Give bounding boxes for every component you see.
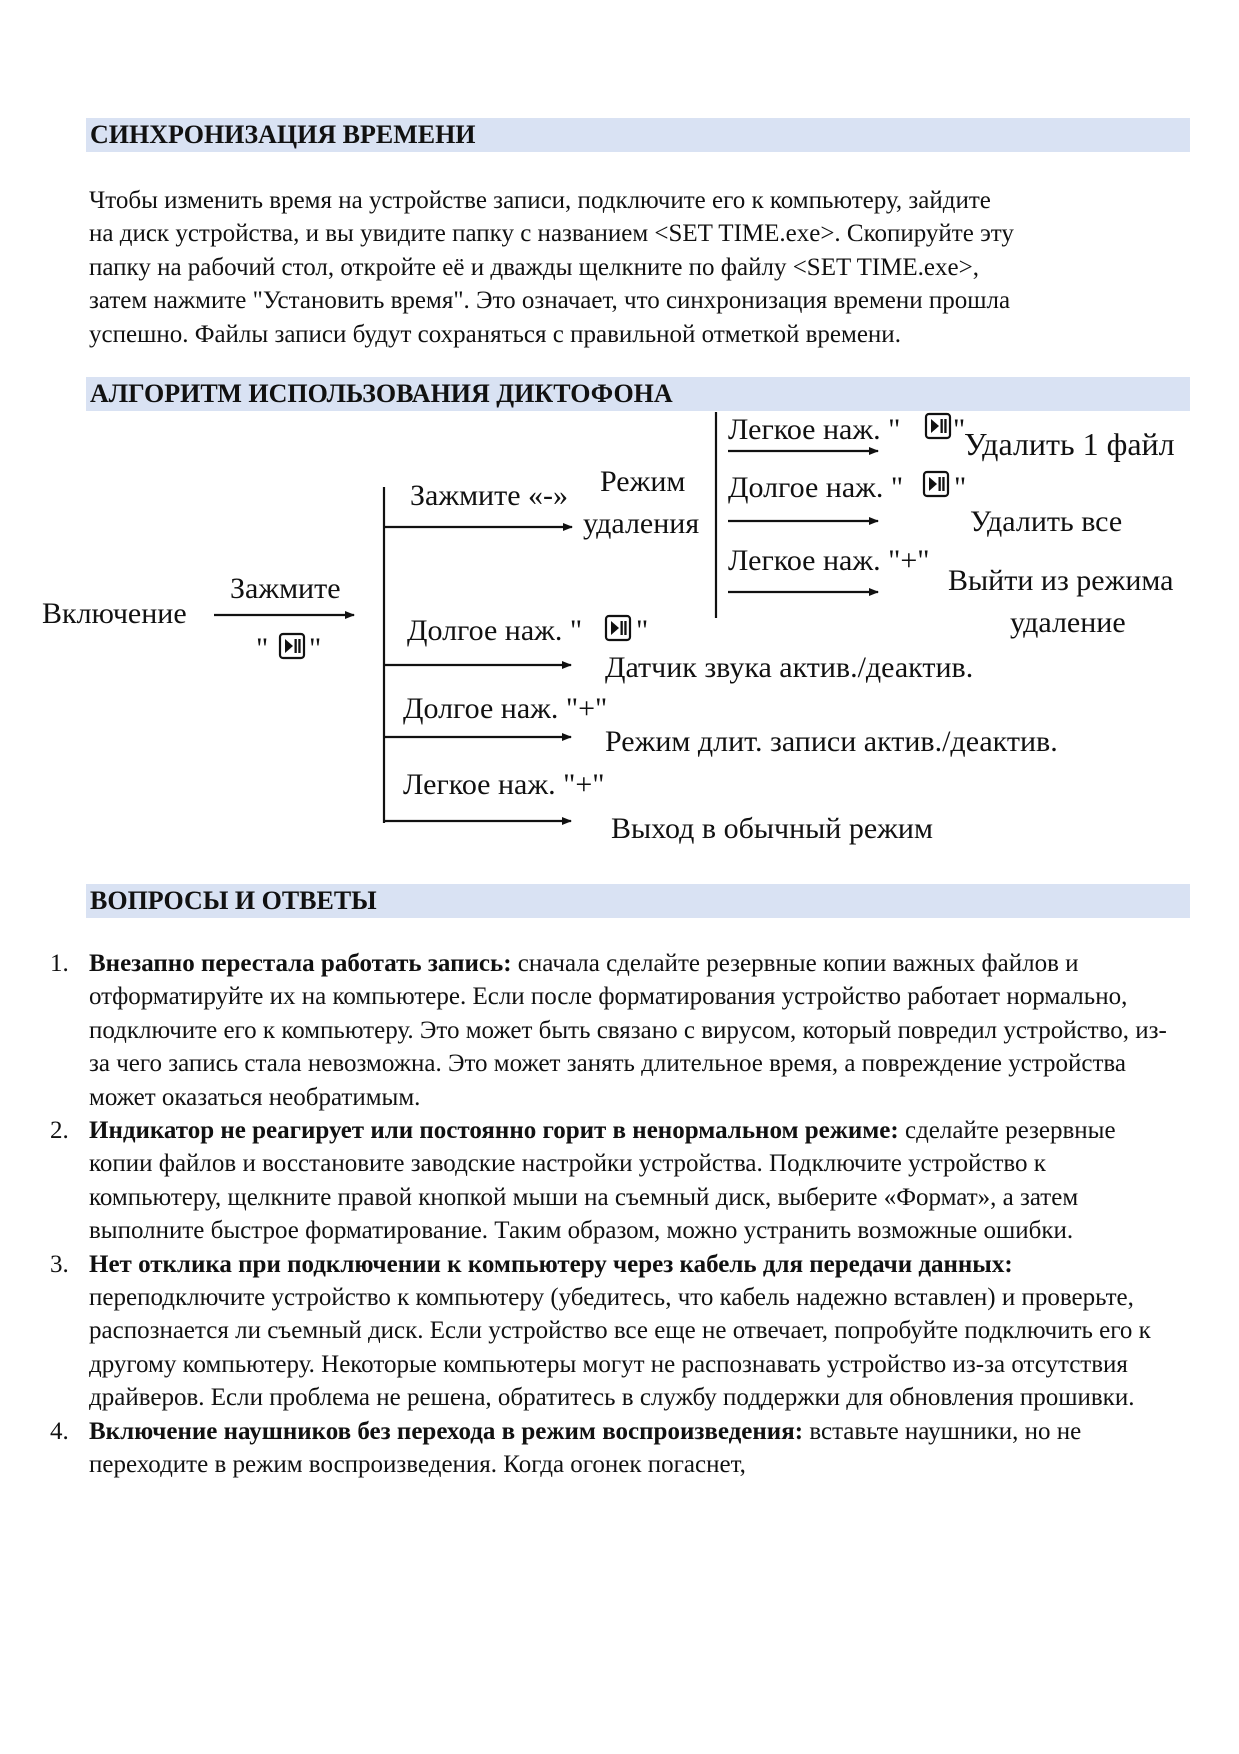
sync-line: затем нажмите "Установить время". Это означает, что синхронизация времени прошла [89, 287, 1011, 315]
delete-one-label: Удалить 1 файл [964, 426, 1175, 462]
long-press-play-label: Долгое наж. " [407, 614, 583, 647]
faq-item [0, 1248, 1169, 1415]
hold-quote-open: " [256, 632, 269, 665]
faq-answer: сначала сделайте резервные копии важных файлов и отформатируйте их на компьютере. Если после форматирования устройство работает нормально, подключите его к компьютеру. Это может быть связано с вирусом, который повредил устройство, из-за чего запись стала невозможна. Это может занять длительное время, а повреждение устройства может оказаться необратимым. [89, 950, 1167, 1111]
sync-line: папку на рабочий стол, откройте её и дважды щелкните по файлу <SET TIME.exe>, [89, 253, 979, 281]
faq-item [0, 1114, 1169, 1248]
delete-mode-label: Режим [600, 465, 686, 498]
del-long-press-label: Долгое наж. " [728, 471, 904, 504]
sync-line: Чтобы изменить время на устройстве записи, подключите его к компьютеру, зайдите [89, 187, 991, 214]
hold-label: Зажмите [230, 572, 341, 605]
section-heading-sync: СИНХРОНИЗАЦИЯ ВРЕМЕНИ [86, 118, 1190, 152]
faq-number: 1. [50, 950, 69, 977]
hold-quote-close: " [309, 632, 322, 665]
faq-question: Внезапно перестала работать запись: [89, 950, 512, 977]
play-pause-icon [924, 472, 948, 496]
faq-item [0, 947, 1169, 1114]
faq-number: 4. [50, 1417, 69, 1445]
faq-number: 3. [50, 1250, 69, 1278]
hold-minus-label: Зажмите «-» [410, 479, 569, 512]
short-press-plus-label: Легкое наж. "+" [403, 768, 605, 801]
play-pause-icon [606, 616, 630, 640]
faq-question: Индикатор не реагирует или постоянно горит в ненормальном режиме: [89, 1117, 899, 1145]
long-record-label: Режим длит. записи актив./деактив. [605, 725, 1058, 758]
faq-question: Включение наушников без перехода в режим воспроизведения: [89, 1417, 804, 1445]
del-short-quote-close: " [953, 413, 966, 446]
long-press-quote-close: " [636, 614, 649, 647]
sync-paragraph [89, 184, 1189, 351]
section-heading-algorithm: АЛГОРИТМ ИСПОЛЬЗОВАНИЯ ДИКТОФОНА [86, 377, 1190, 411]
faq-number: 2. [50, 1117, 69, 1145]
faq-answer: переподключите устройство к компьютеру (убедитесь, что кабель надежно вставлен) и проверьте, распознается ли съемный диск. Если устройство все еще не отвечает, попробуйте подключить его к другому компьютеру. Некоторые компьютеры могут не распознавать устройство из-за отсутствия драйверов. Если проблема не решена, обратитесь в службу поддержки для обновления прошивки. [89, 1284, 1151, 1412]
exit-delete-label: удаление [1010, 606, 1126, 639]
delete-all-label: Удалить все [970, 505, 1123, 538]
del-short-plus-label: Легкое наж. "+" [728, 544, 930, 577]
faq-question: Нет отклика при подключении к компьютеру через кабель для передачи данных: [89, 1250, 1013, 1278]
faq-item [0, 1415, 1169, 1482]
exit-delete-label: Выйти из режима [948, 564, 1174, 597]
faq-answer: сделайте резервные копии файлов и восстановите заводские настройки устройства. Подключите устройство к компьютеру, щелкните правой кнопкой мыши на съемный диск, выберите «Формат», а затем выполните быстрое форматирование. Таким образом, можно устранить возможные ошибки. [89, 1117, 1116, 1245]
normal-mode-label: Выход в обычный режим [611, 812, 933, 845]
long-press-plus-label: Долгое наж. "+" [403, 692, 608, 725]
sound-sensor-label: Датчик звука актив./деактив. [605, 651, 974, 684]
faq-answer: вставьте наушники, но не переходите в режим воспроизведения. Когда огонек погаснет, [89, 1417, 1082, 1479]
del-short-press-label: Легкое наж. " [728, 413, 901, 446]
faq-list [0, 947, 1239, 1482]
delete-mode-label: удаления [583, 507, 700, 540]
section-heading-faq: ВОПРОСЫ И ОТВЕТЫ [86, 884, 1190, 918]
del-long-quote-close: " [954, 471, 967, 504]
sync-line: успешно. Файлы записи будут сохраняться с правильной отметкой времени. [89, 320, 901, 348]
play-pause-icon [926, 414, 950, 438]
play-pause-icon [280, 634, 304, 658]
sync-line: на диск устройства, и вы увидите папку с названием <SET TIME.exe>. Скопируйте эту [89, 220, 1014, 248]
start-node-label: Включение [42, 597, 187, 630]
